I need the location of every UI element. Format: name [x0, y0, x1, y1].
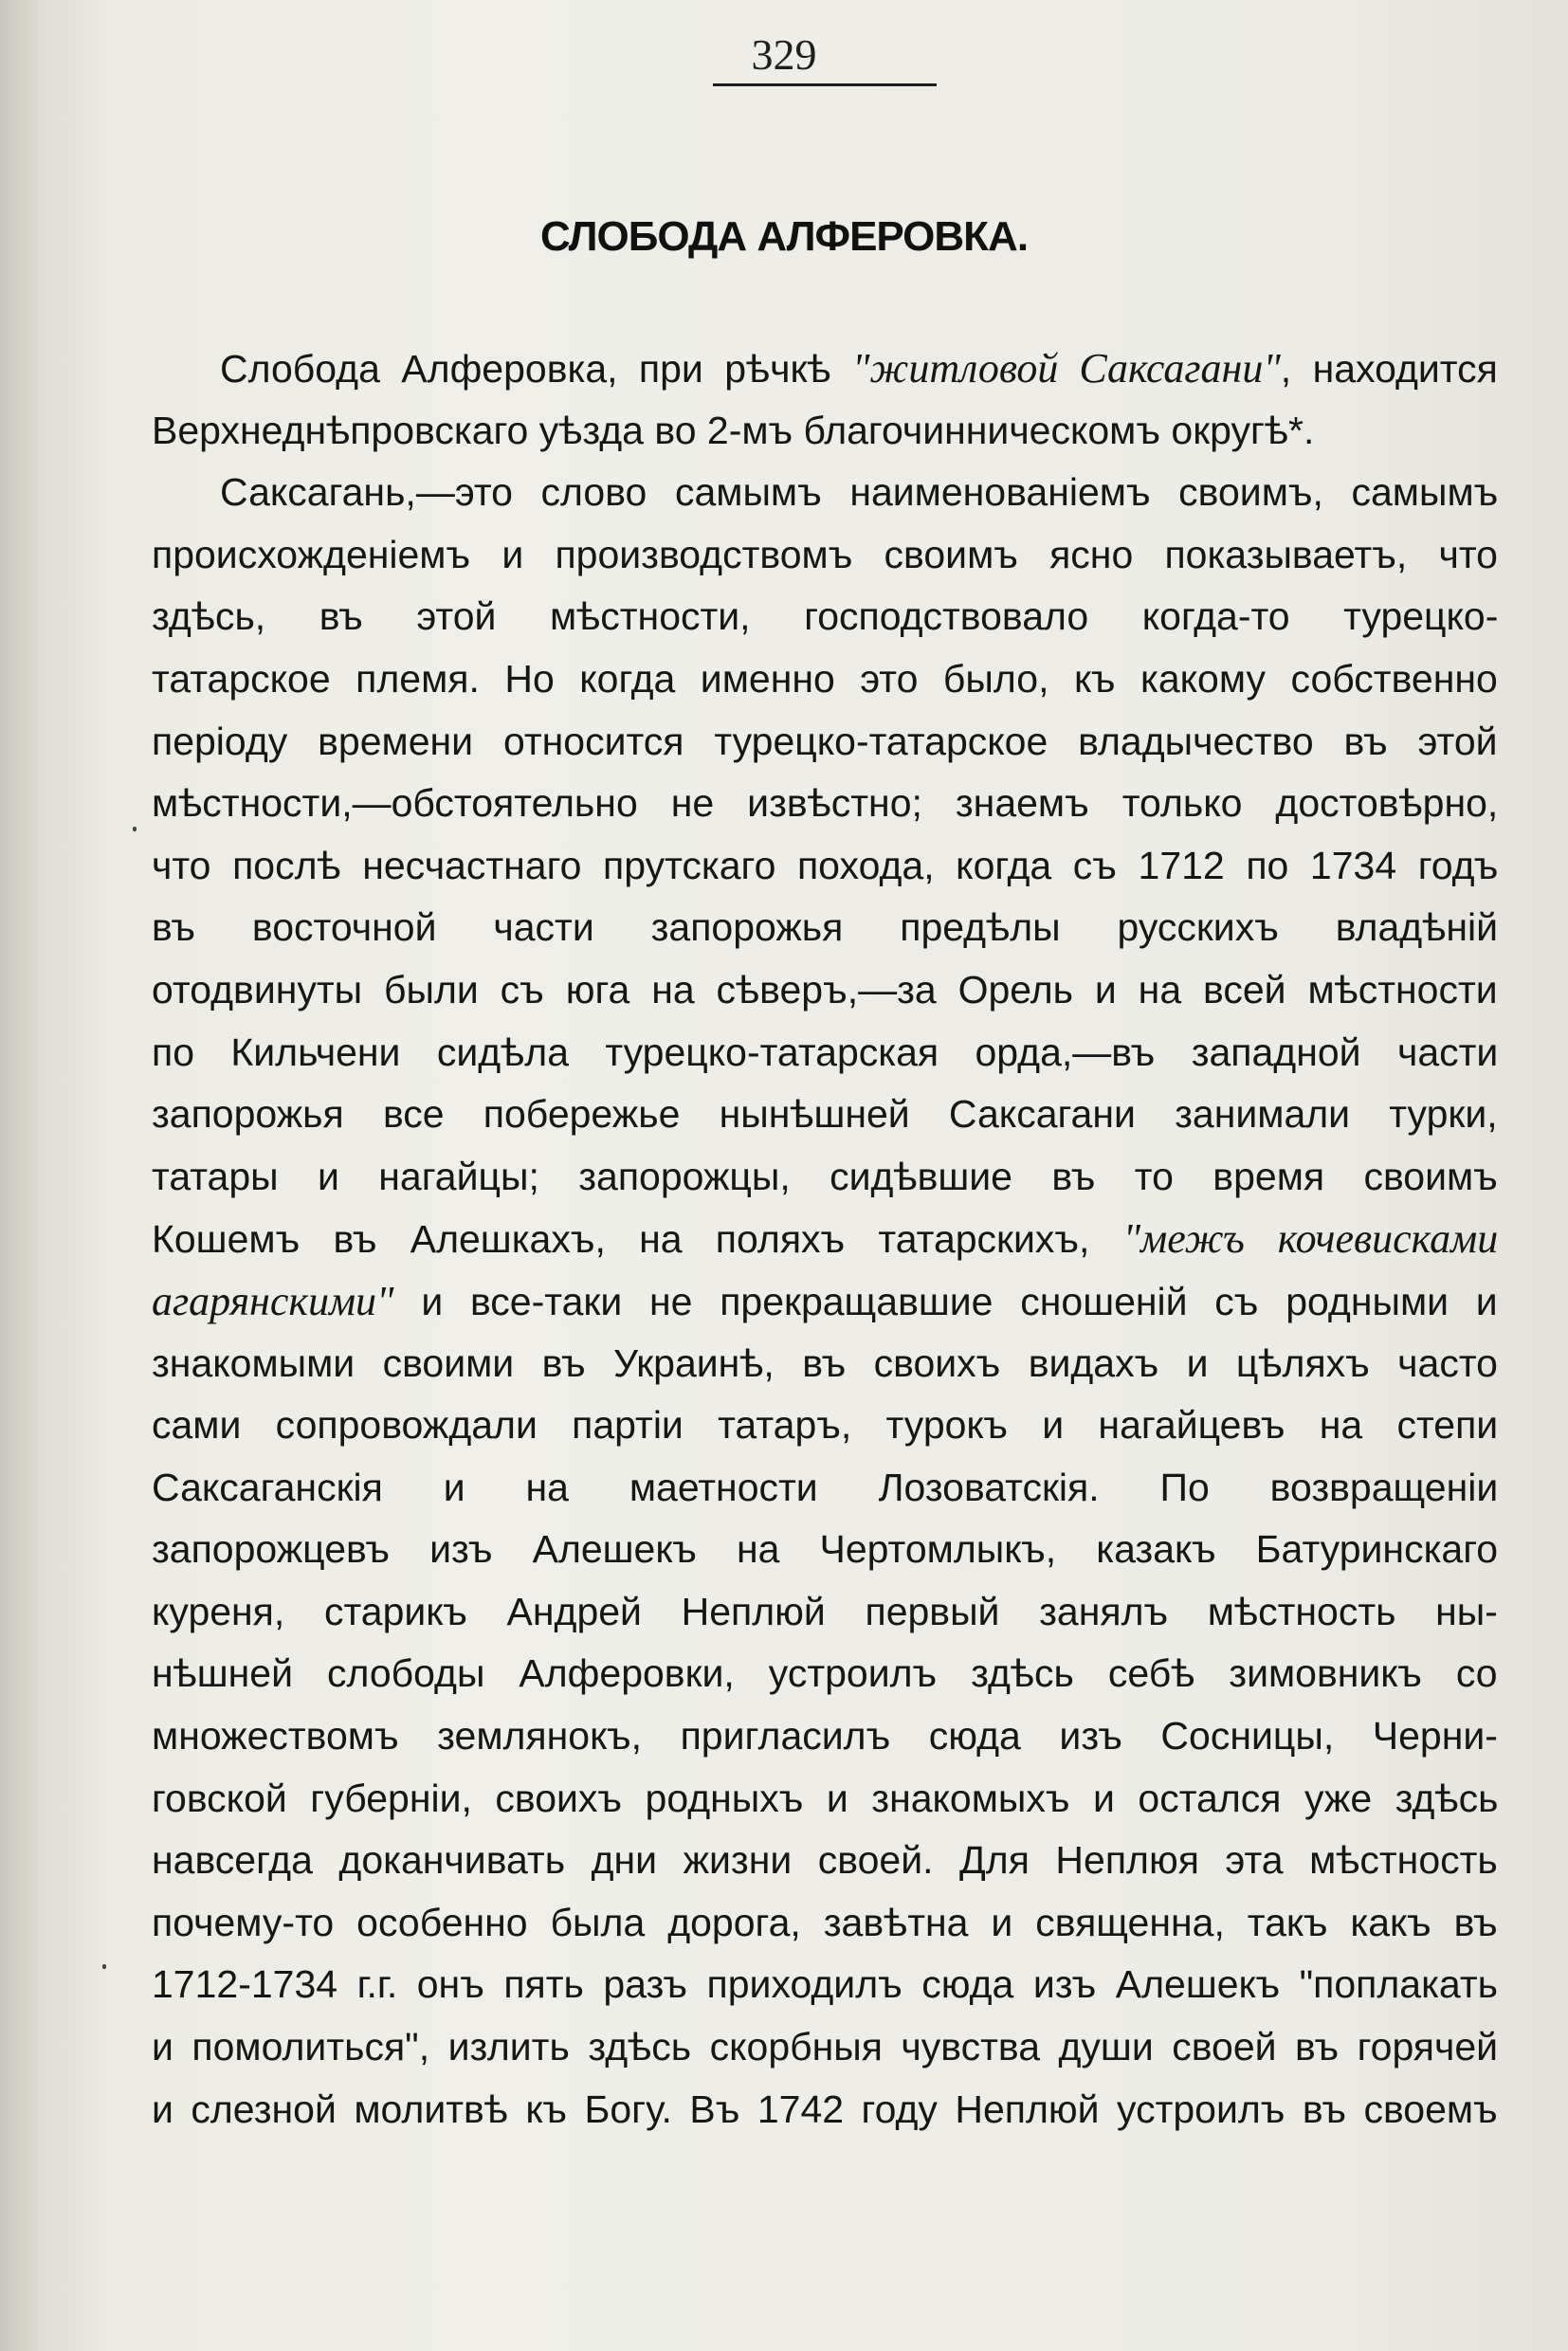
- text-segment: Кошемъ въ Алешкахъ, на поляхъ татарскихъ,: [152, 1217, 1123, 1262]
- text-line: [152, 959, 1498, 1022]
- text-line: [152, 337, 1498, 400]
- text-segment: что послѣ несчастнаго прутскаго похода, когда съ 1712 по 1734 годъ: [152, 843, 1498, 887]
- text-line: [152, 1954, 1498, 2016]
- text-line: [152, 1394, 1498, 1457]
- text-segment: говской губерніи, своихъ родныхъ и знакомыхъ и остался уже здѣсь: [152, 1776, 1498, 1820]
- italic-quote: агарянскими": [152, 1277, 394, 1324]
- text-segment: происхожденіемъ и производствомъ своимъ ясно показываетъ, что: [152, 532, 1498, 576]
- text-line: [152, 524, 1498, 587]
- text-segment: Верхнеднѣпровскаго уѣзда во 2-мъ благочинническомъ округѣ*.: [152, 408, 1315, 452]
- section-title: СЛОБОДА АЛФЕРОВКА.: [539, 213, 1029, 260]
- text-segment: нѣшней слободы Алферовки, устроилъ здѣсь себѣ зимовникъ со: [152, 1651, 1498, 1696]
- text-segment: почему-то особенно была дорога, завѣтна и священна, такъ какъ въ: [152, 1900, 1498, 1944]
- text-segment: и слезной молитвѣ къ Богу. Въ 1742 году Неплюй устроилъ въ своемъ: [152, 2087, 1498, 2131]
- text-segment: мѣстности,—обстоятельно не извѣстно; знаемъ только достовѣрно,: [152, 781, 1498, 826]
- text-line: [152, 711, 1498, 774]
- text-segment: 1712-1734 г.г. онъ пять разъ приходилъ сюда изъ Алешекъ "поплакать: [152, 1962, 1498, 2007]
- text-segment: Слобода Алферовка, при рѣчкѣ: [220, 347, 852, 391]
- text-line: [152, 835, 1498, 898]
- text-segment: , находится: [1280, 347, 1498, 391]
- print-speck: [102, 1964, 106, 1969]
- text-line: [152, 586, 1498, 648]
- text-segment: татары и нагайцы; запорожцы, сидѣвшие въ то время своимъ: [152, 1154, 1498, 1198]
- text-line: [152, 1519, 1498, 1581]
- text-line: [152, 1768, 1498, 1831]
- text-segment: въ восточной части запорожья предѣлы русскихъ владѣній: [152, 905, 1498, 950]
- text-segment: куреня, старикъ Андрей Неплюй первый занялъ мѣстность ны-: [152, 1589, 1498, 1633]
- text-segment: и помолиться", излить здѣсь скорбныя чувства души своей въ горячей: [152, 2025, 1498, 2069]
- text-segment: навсегда доканчивать дни жизни своей. Для Неплюя эта мѣстность: [152, 1838, 1498, 1883]
- text-line: [152, 1333, 1498, 1395]
- text-line: [152, 773, 1498, 835]
- text-line: [152, 2079, 1498, 2141]
- italic-quote: "житловой Саксагани": [851, 345, 1281, 392]
- page-number: 329: [751, 30, 817, 79]
- text-line: [152, 1022, 1498, 1084]
- text-line: [152, 462, 1498, 524]
- text-segment: періоду времени относится турецко-татарское владычество въ этой: [152, 719, 1498, 763]
- text-line: [152, 1146, 1498, 1209]
- italic-quote: "межъ кочевисками: [1122, 1215, 1498, 1263]
- text-segment: татарское племя. Но когда именно это было, къ какому собственно: [152, 656, 1498, 701]
- text-line: [152, 1208, 1498, 1270]
- text-line: [152, 1270, 1498, 1333]
- text-line: [152, 1830, 1498, 1892]
- page-number-rule: [713, 83, 937, 86]
- text-line: [152, 1581, 1498, 1644]
- text-line: [152, 897, 1498, 959]
- text-segment: здѣсь, въ этой мѣстности, господствовало когда-то турецко-: [152, 594, 1498, 639]
- text-segment: сами сопровождали партіи татаръ, турокъ и нагайцевъ на степи: [152, 1403, 1498, 1448]
- print-speck: [133, 827, 137, 831]
- text-line: [152, 1084, 1498, 1146]
- text-line: [152, 1892, 1498, 1955]
- text-segment: отодвинуты были съ юга на сѣверъ,—за Орель и на всей мѣстности: [152, 967, 1498, 1011]
- text-segment: запорожцевъ изъ Алешекъ на Чертомлыкъ, казакъ Батуринскаго: [152, 1527, 1498, 1572]
- text-segment: знакомыми своими въ Украинѣ, въ своихъ видахъ и цѣляхъ часто: [152, 1340, 1498, 1385]
- text-line: [152, 1705, 1498, 1768]
- text-line: [152, 2016, 1498, 2079]
- text-line: [152, 1457, 1498, 1520]
- text-segment: и все-таки не прекращавшие сношеній съ родными и: [393, 1279, 1498, 1323]
- text-line: [152, 400, 1498, 463]
- text-segment: по Кильчени сидѣла турецко-татарская орда,—въ западной части: [152, 1030, 1498, 1074]
- text-line: [152, 648, 1498, 711]
- text-line: [152, 1643, 1498, 1705]
- body-text: [152, 337, 1498, 2141]
- text-segment: множествомъ землянокъ, пригласилъ сюда изъ Сосницы, Черни-: [152, 1714, 1498, 1759]
- text-segment: Саксагань,—это слово самымъ наименованіемъ своимъ, самымъ: [220, 470, 1498, 515]
- text-segment: Саксаганскія и на маетности Лозоватскія. По возвращеніи: [152, 1465, 1498, 1509]
- text-segment: запорожья все побережье нынѣшней Саксагани занимали турки,: [152, 1092, 1498, 1137]
